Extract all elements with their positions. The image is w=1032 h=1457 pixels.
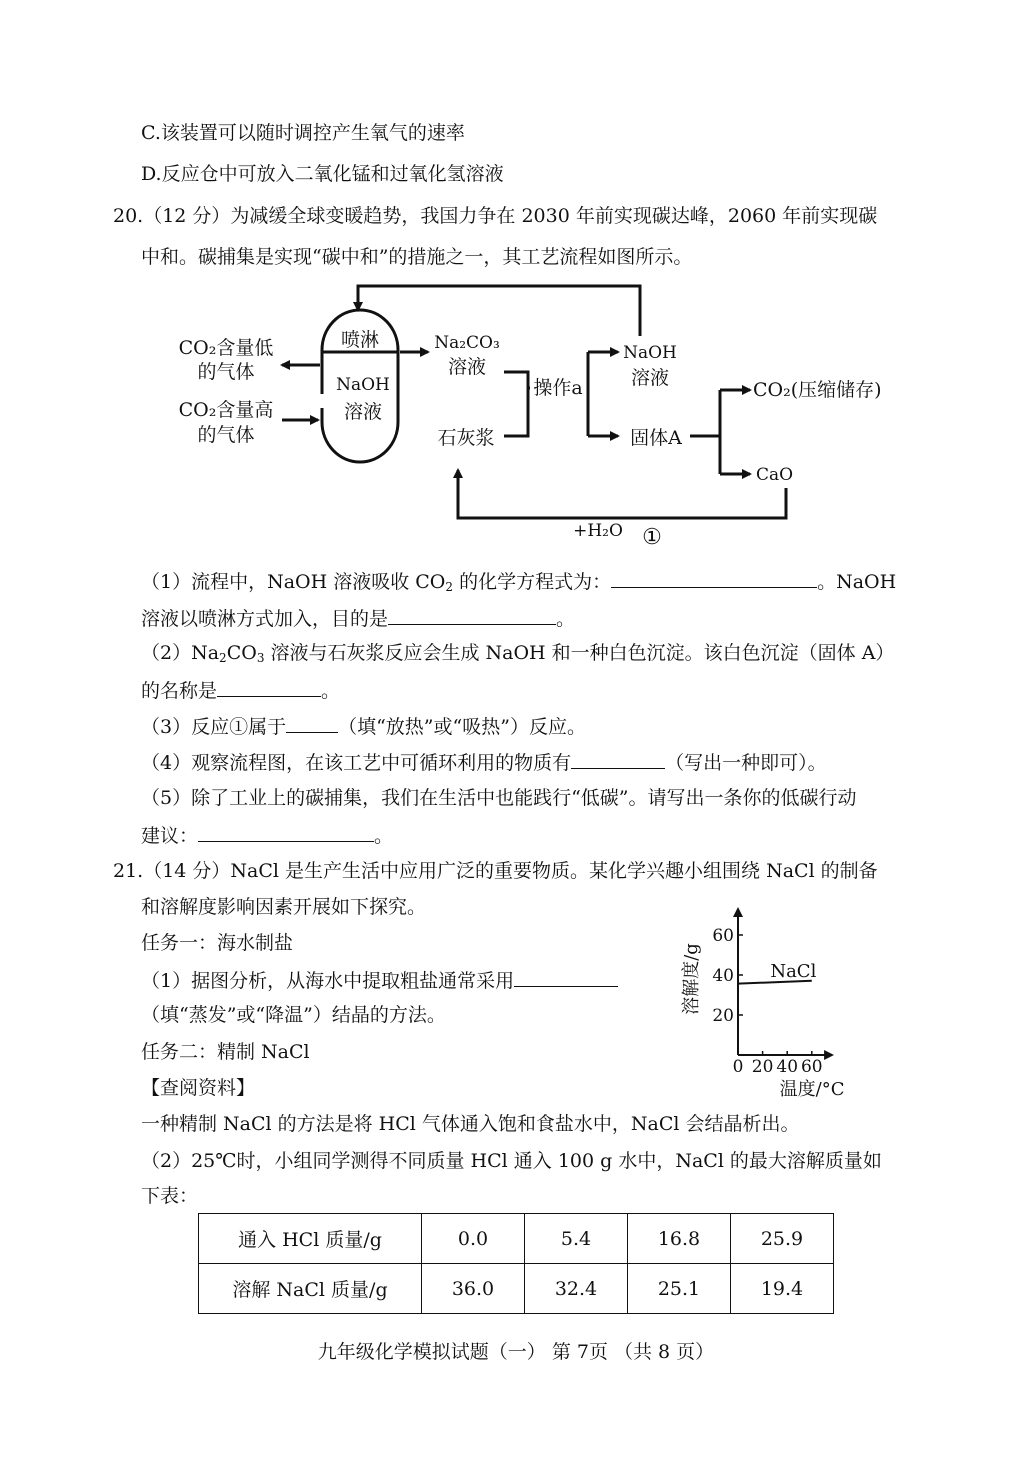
water-label: +H₂O (573, 521, 623, 541)
low-co2-gas-label-1: CO₂含量低 (178, 337, 274, 359)
operation-bracket-left (504, 372, 528, 436)
q20-part3: （3）反应①属于 （填“放热”或“吸热”）反应。 (141, 712, 586, 740)
tower-naoh-label: NaOH (336, 375, 390, 395)
na2co3-label: Na₂CO₃ (434, 333, 500, 353)
table-cell: 36.0 (422, 1264, 525, 1314)
table-row (199, 1214, 834, 1264)
q20-part4: （4）观察流程图，在该工艺中可循环利用的物质有 （写出一种即可）。 (141, 748, 827, 776)
answer-blank-21-1[interactable] (514, 966, 618, 987)
x-tick-label: 60 (800, 1057, 823, 1077)
q20-part1-line1: （1）流程中，NaOH 溶液吸收 $CO_2$ 的化学方程式为： 。NaOH (141, 567, 896, 600)
answer-blank-5[interactable] (198, 821, 374, 842)
q21-task1-heading: 任务一：海水制盐 (141, 932, 294, 954)
q20-part2-line1: $(2)Na_2CO_3$ 溶液与石灰浆反应会生成 NaOH 和一种白色沉淀。该白色沉淀（固体 A） (141, 642, 895, 665)
q20-stem-line2: 中和。碳捕集是实现“碳中和”的措施之一，其工艺流程如图所示。 (141, 246, 693, 268)
table-cell: 25.1 (628, 1264, 731, 1314)
naoh-product-label: NaOH (623, 343, 677, 363)
spray-label: 喷淋 (340, 329, 380, 351)
q21-part2-line2: 下表： (141, 1185, 199, 1207)
na2co3-solution-label: 溶液 (447, 356, 487, 378)
page-footer: 九年级化学模拟试题（一） 第 7页 （共 8 页） (317, 1341, 715, 1363)
high-co2-gas-label-2: 的气体 (197, 424, 255, 446)
q21-info: 一种精制 NaCl 的方法是将 HCl 气体通入饱和食盐水中，NaCl 会结晶析出。 (141, 1113, 800, 1135)
x-tick-label: 0 (732, 1057, 744, 1077)
q21-reference-heading: 【查阅资料】 (141, 1077, 256, 1099)
x-axis-title: 温度/°C (779, 1079, 845, 1100)
answer-blank-4[interactable] (571, 748, 665, 769)
answer-blank-3[interactable] (286, 712, 338, 733)
naoh-product-solution-label: 溶液 (630, 367, 670, 389)
x-tick-label: 20 (751, 1057, 774, 1077)
table-cell: 32.4 (525, 1264, 628, 1314)
answer-blank-2[interactable] (217, 676, 321, 697)
cao-label: CaO (756, 465, 794, 485)
table-header-cell: 溶解 NaCl 质量/g (199, 1264, 422, 1314)
operation-a-label: 操作a (533, 377, 583, 399)
q21-part1-line2: （填“蒸发”或“降温”）结晶的方法。 (141, 1004, 446, 1026)
q21-part2-line1: （2）25℃时，小组同学测得不同质量 HCl 通入 100 g 水中，NaCl 的最大溶解质量如 (141, 1150, 882, 1172)
q21-stem-line1: 21.（14 分）NaCl 是生产生活中应用广泛的重要物质。某化学兴趣小组围绕 NaCl 的制备 (113, 860, 878, 882)
option-d: D.反应仓中可放入二氧化锰和过氧化氢溶液 (141, 163, 504, 185)
q21-task2-heading: 任务二：精制 NaCl (141, 1041, 310, 1063)
table-cell: 16.8 (628, 1214, 731, 1264)
answer-blank-1a[interactable] (611, 567, 817, 588)
option-c: C.该装置可以随时调控产生氧气的速率 (141, 122, 465, 144)
nacl-solubility-chart (670, 895, 930, 1100)
y-tick-label: 60 (712, 926, 734, 946)
q21-stem-line2: 和溶解度影响因素开展如下探究。 (141, 896, 427, 918)
answer-blank-1b[interactable] (388, 604, 556, 625)
q20-part5-line1: （5）除了工业上的碳捕集，我们在生活中也能践行“低碳”。请写出一条你的低碳行动 (141, 787, 857, 809)
process-flow-diagram (160, 270, 920, 560)
table-cell: 25.9 (731, 1214, 834, 1264)
low-co2-gas-label-2: 的气体 (197, 361, 255, 383)
q20-part5-line2: 建议： 。 (141, 821, 393, 849)
table-header-cell: 通入 HCl 质量/g (199, 1214, 422, 1264)
co2-storage-label: CO₂(压缩储存) (753, 379, 882, 401)
q20-part2-line2: 的名称是 。 (141, 676, 340, 704)
q20-part1-line2: 溶液以喷淋方式加入，目的是 。 (141, 604, 575, 632)
series-label: NaCl (770, 960, 817, 982)
reaction-1-label: ① (642, 525, 662, 550)
y-tick-label: 20 (712, 1006, 734, 1026)
hcl-nacl-table (198, 1213, 834, 1314)
lime-slurry-label: 石灰浆 (437, 427, 495, 449)
table-cell: 0.0 (422, 1214, 525, 1264)
tower-solution-label: 溶液 (343, 401, 383, 423)
naoh-recycle-arrow (358, 286, 640, 336)
q20-stem-line1: 20.（12 分）为减缓全球变暖趋势，我国力争在 2030 年前实现碳达峰，2060 年前实现碳 (113, 205, 878, 227)
cao-recycle-arrow (458, 470, 786, 518)
y-tick-label: 40 (712, 966, 734, 986)
table-cell: 5.4 (525, 1214, 628, 1264)
table-row (199, 1264, 834, 1314)
y-axis-title: 溶解度/g (681, 943, 702, 1015)
x-tick-label: 40 (776, 1057, 799, 1077)
solid-a-label: 固体A (630, 427, 682, 449)
table-cell: 19.4 (731, 1264, 834, 1314)
high-co2-gas-label-1: CO₂含量高 (178, 399, 274, 421)
q21-part1-line1: （1）据图分析，从海水中提取粗盐通常采用 (141, 966, 618, 994)
